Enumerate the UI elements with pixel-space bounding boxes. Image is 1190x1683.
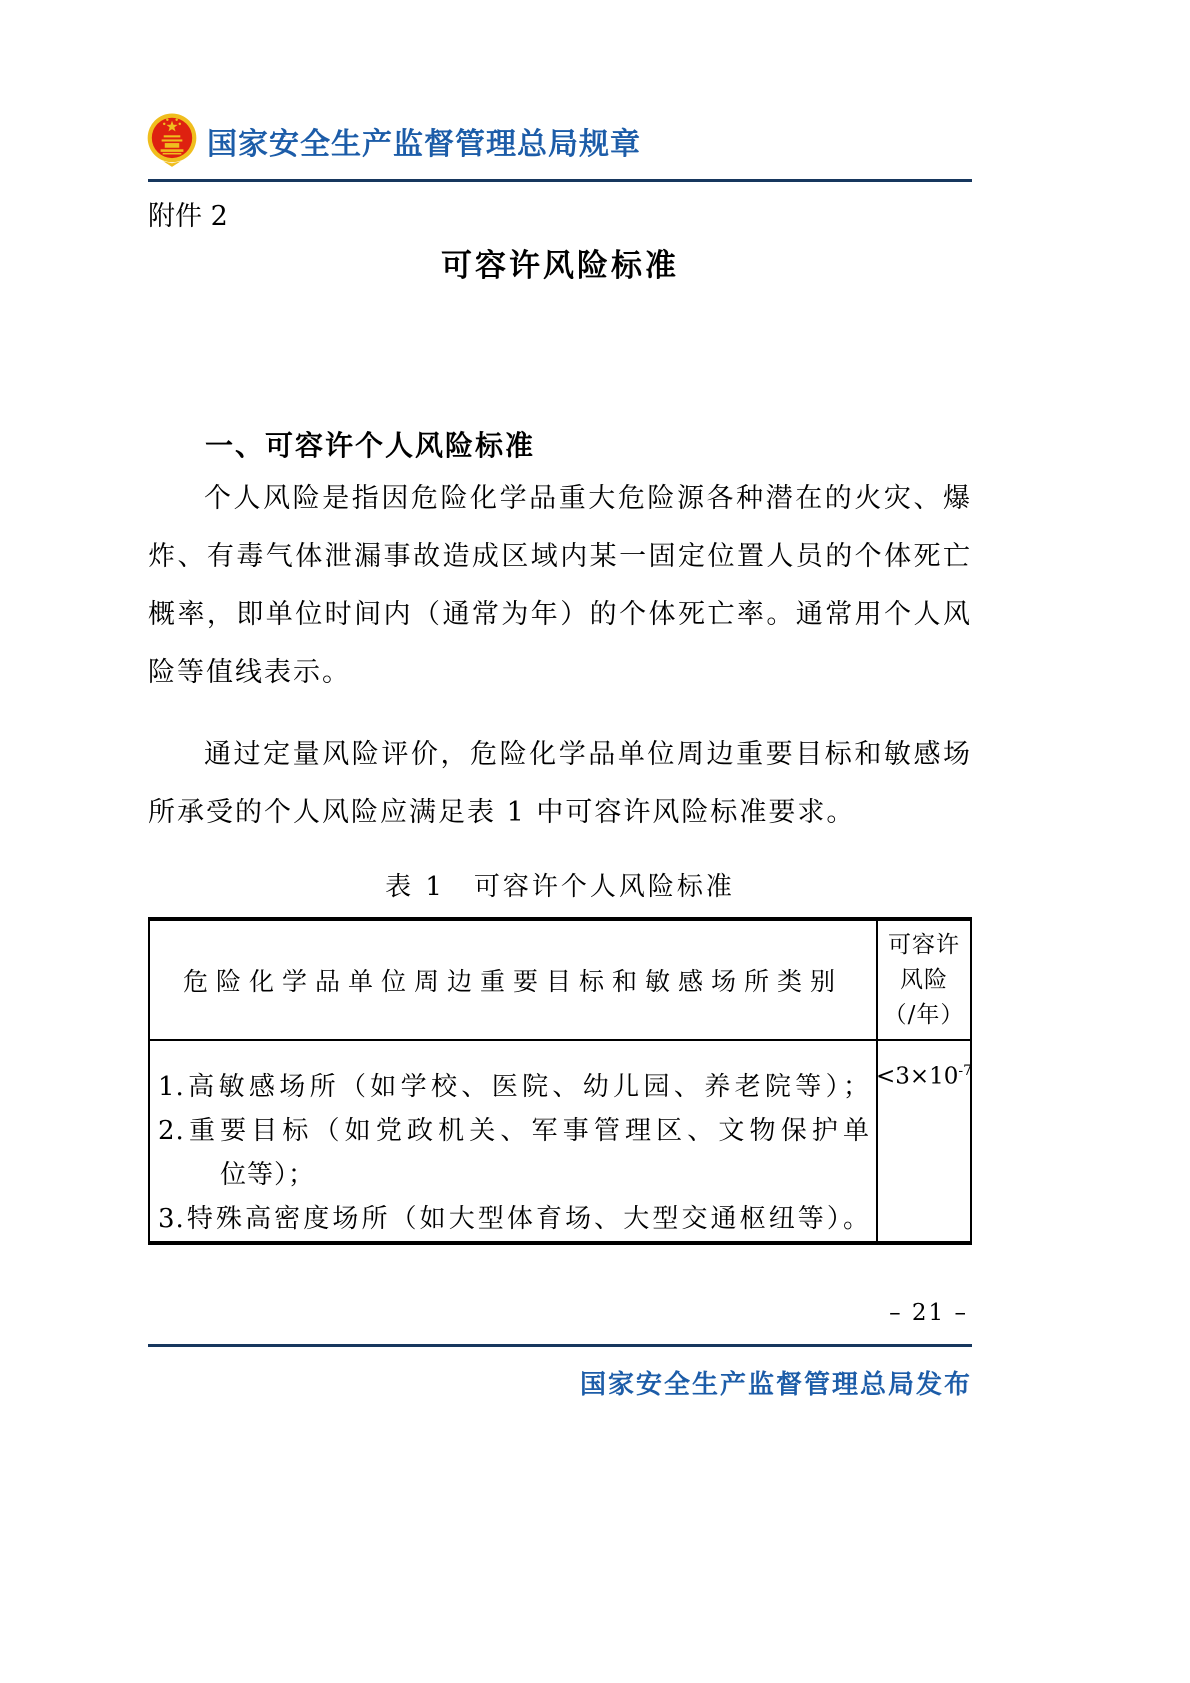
risk-criteria-table [148,917,972,1245]
document-title: 可容许风险标准 [441,248,679,284]
header-agency-title: 国家安全生产监督管理总局规章 [207,127,641,162]
table-cell-line: 3.特殊高密度场所（如大型体育场、大型交通枢纽等）。 [158,1204,870,1234]
paragraph-qra-requirement [148,726,972,842]
table-header-row [150,921,970,1041]
text-line: 通过定量风险评价，危险化学品单位周边重要目标和敏感场 [204,739,972,770]
table-body-row [150,1041,973,1241]
national-emblem-icon [146,112,198,170]
table-cell-line: 位等）； [220,1160,316,1190]
page-header [146,112,641,170]
table-cell-line: 2.重要目标（如党政机关、军事管理区、文物保护单 [158,1116,870,1146]
table-header-line: 可容许 [888,931,960,958]
header-divider-line [148,179,972,182]
section-heading: 一、可容许个人风险标准 [205,429,536,462]
table-cell-categories [150,1041,876,1241]
text-line: 险等值线表示。 [148,657,351,688]
text-line: 概率，即单位时间内（通常为年）的个体死亡率。通常用个人风 [148,599,972,630]
attachment-label: 附件 2 [148,201,228,232]
risk-value: $<3\times 10^{-7}$ [875,1063,973,1090]
page-number: – 21 – [889,1300,968,1326]
text-line: 个人风险是指因危险化学品重大危险源各种潜在的火灾、爆 [204,483,972,514]
paragraph-individual-risk-definition [148,470,972,702]
table-header-tolerable-risk [876,921,970,1039]
table-caption: 表 1 可容许个人风险标准 [385,872,735,902]
text-line: 炸、有毒气体泄漏事故造成区域内某一固定位置人员的个体死亡 [148,541,972,572]
table-header-line: 风险 [900,966,948,993]
table-cell-line: 1.高敏感场所（如学校、医院、幼儿园、养老院等）； [158,1072,870,1102]
text-line: 所承受的个人风险应满足表 1 中可容许风险标准要求。 [148,797,856,828]
footer-divider-line [148,1344,972,1347]
table-header-category: 危险化学品单位周边重要目标和敏感场所类别 [182,967,843,996]
table-header-line: （/年） [883,1001,965,1028]
table-cell-risk-value [875,1041,973,1241]
footer-publisher: 国家安全生产监督管理总局发布 [579,1370,972,1400]
